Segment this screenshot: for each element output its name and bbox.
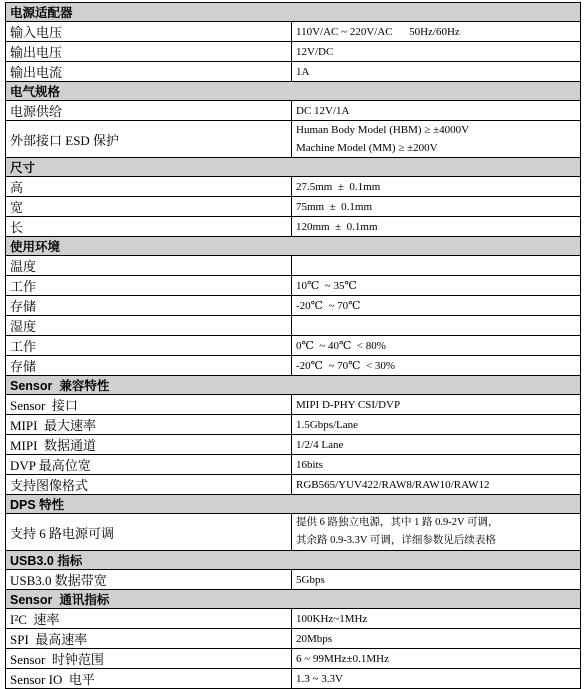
spec-value: 100KHz~1MHz: [292, 609, 581, 629]
spec-label: 支持 6 路电源可调: [6, 514, 292, 551]
spec-label: SPI 最高速率: [6, 629, 292, 649]
section-header: [6, 376, 581, 395]
spec-row: [6, 455, 581, 475]
spec-row: [6, 177, 581, 197]
spec-row: [6, 415, 581, 435]
section-header: [6, 590, 581, 609]
spec-row: [6, 22, 581, 42]
spec-label: 宽: [6, 197, 292, 217]
spec-row: [6, 276, 581, 296]
section-header: [6, 158, 581, 177]
spec-row: [6, 435, 581, 455]
spec-row: [6, 669, 581, 689]
spec-value: 27.5mm ± 0.1mm: [292, 177, 581, 197]
spec-value: 75mm ± 0.1mm: [292, 197, 581, 217]
spec-value: MIPI D-PHY CSI/DVP: [292, 395, 581, 415]
spec-label: 湿度: [6, 316, 292, 336]
spec-value: 12V/DC: [292, 42, 581, 62]
spec-label: 工作: [6, 276, 292, 296]
spec-value: 6 ~ 99MHz±0.1MHz: [292, 649, 581, 669]
spec-label: 输出电压: [6, 42, 292, 62]
spec-row: [6, 629, 581, 649]
spec-row: [6, 101, 581, 121]
section-title-power-adapter: 电源适配器: [6, 3, 581, 22]
spec-row: [6, 62, 581, 82]
section-title-usb: USB3.0 指标: [6, 551, 581, 570]
spec-value: 1.3 ~ 3.3V: [292, 669, 581, 689]
spec-value-multiline: [292, 121, 581, 158]
spec-row: [6, 609, 581, 629]
spec-label: 外部接口 ESD 保护: [6, 121, 292, 158]
spec-label: Sensor 时钟范围: [6, 649, 292, 669]
spec-label: 输出电流: [6, 62, 292, 82]
spec-label: Sensor IO 电平: [6, 669, 292, 689]
spec-value: DC 12V/1A: [292, 101, 581, 121]
spec-label: 温度: [6, 256, 292, 276]
spec-label: 存储: [6, 296, 292, 316]
section-header: [6, 237, 581, 256]
spec-label: 长: [6, 217, 292, 237]
spec-value: [292, 316, 581, 336]
spec-row: [6, 356, 581, 376]
spec-value-line: 其余路 0.9-3.3V 可调，详细参数见后续表格: [296, 535, 496, 546]
spec-label: MIPI 最大速率: [6, 415, 292, 435]
spec-label: MIPI 数据通道: [6, 435, 292, 455]
spec-value: -20℃ ~ 70℃: [292, 296, 581, 316]
section-header: [6, 3, 581, 22]
spec-value: 20Mbps: [292, 629, 581, 649]
spec-row: [6, 514, 581, 551]
spec-label: 电源供给: [6, 101, 292, 121]
spec-row: [6, 296, 581, 316]
spec-label: 高: [6, 177, 292, 197]
spec-value: 1A: [292, 62, 581, 82]
spec-value: RGB565/YUV422/RAW8/RAW10/RAW12: [292, 475, 581, 495]
spec-row: [6, 256, 581, 276]
section-header: [6, 551, 581, 570]
spec-label: 工作: [6, 336, 292, 356]
spec-label: DVP 最高位宽: [6, 455, 292, 475]
spec-label: USB3.0 数据带宽: [6, 570, 292, 590]
spec-value: 110V/AC ~ 220V/AC 50Hz/60Hz: [292, 22, 581, 42]
section-title-environment: 使用环境: [6, 237, 581, 256]
section-title-dps: DPS 特性: [6, 495, 581, 514]
spec-value: 1/2/4 Lane: [292, 435, 581, 455]
spec-label: Sensor 接口: [6, 395, 292, 415]
section-title-sensor-comm: Sensor 通讯指标: [6, 590, 581, 609]
spec-label: 支持图像格式: [6, 475, 292, 495]
spec-value: 1.5Gbps/Lane: [292, 415, 581, 435]
section-title-sensor-compat: Sensor 兼容特性: [6, 376, 581, 395]
spec-table: [5, 2, 581, 689]
spec-row: [6, 197, 581, 217]
spec-row: [6, 570, 581, 590]
spec-value: -20℃ ~ 70℃ < 30%: [292, 356, 581, 376]
spec-label: 存储: [6, 356, 292, 376]
spec-row: [6, 121, 581, 158]
spec-value: 10℃ ~ 35℃: [292, 276, 581, 296]
spec-label: I²C 速率: [6, 609, 292, 629]
spec-value: 0℃ ~ 40℃ < 80%: [292, 336, 581, 356]
spec-value: 16bits: [292, 455, 581, 475]
spec-row: [6, 395, 581, 415]
spec-value: 5Gbps: [292, 570, 581, 590]
spec-value: 120mm ± 0.1mm: [292, 217, 581, 237]
spec-value-line: Human Body Model (HBM) ≥ ±4000V: [296, 124, 470, 136]
spec-row: [6, 336, 581, 356]
spec-value: [292, 256, 581, 276]
spec-row: [6, 42, 581, 62]
spec-value-multiline: [292, 514, 581, 551]
section-header: [6, 495, 581, 514]
spec-label: 输入电压: [6, 22, 292, 42]
spec-row: [6, 475, 581, 495]
spec-row: [6, 316, 581, 336]
spec-row: [6, 217, 581, 237]
section-title-dimensions: 尺寸: [6, 158, 581, 177]
section-header: [6, 82, 581, 101]
spec-row: [6, 649, 581, 669]
spec-value-line: 提供 6 路独立电源，其中 1 路 0.9-2V 可调，: [296, 517, 499, 528]
spec-value-line: Machine Model (MM) ≥ ±200V: [296, 142, 438, 154]
section-title-electrical: 电气规格: [6, 82, 581, 101]
